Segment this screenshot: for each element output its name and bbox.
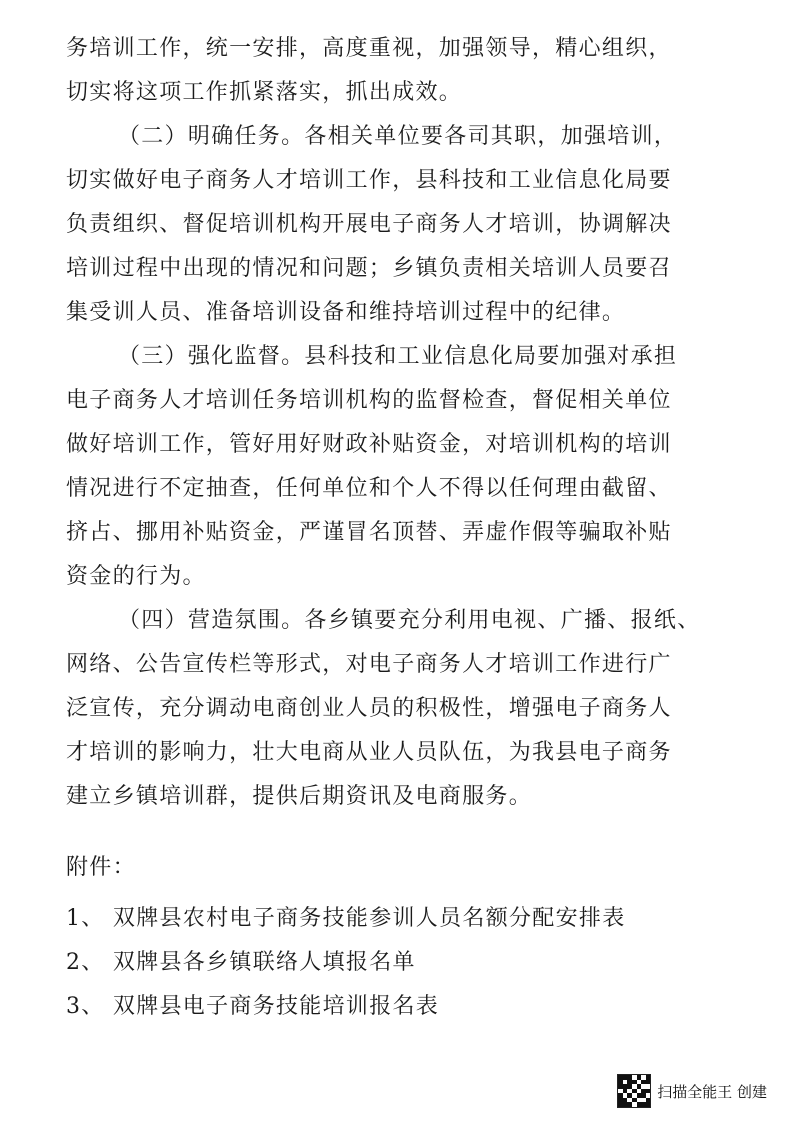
body-line: 情况进行不定抽查，任何单位和个人不得以任何理由截留、 xyxy=(66,476,672,501)
attachment-item: 2、 双牌县各乡镇联络人填报名单 xyxy=(66,950,416,975)
scanner-watermark xyxy=(617,1074,767,1108)
body-line: 网络、公告宣传栏等形式，对电子商务人才培训工作进行广 xyxy=(66,652,672,677)
qr-code-icon xyxy=(617,1074,651,1108)
section-heading-line: （四）营造氛围。各乡镇要充分利用电视、广播、报纸、 xyxy=(118,608,701,633)
body-line: 务培训工作，统一安排，高度重视，加强领导，精心组织， xyxy=(66,36,672,61)
body-line: 电子商务人才培训任务培训机构的监督检查，督促相关单位 xyxy=(66,388,672,413)
body-line: 挤占、挪用补贴资金，严谨冒名顶替、弄虚作假等骗取补贴 xyxy=(66,520,672,545)
section-heading-line: （二）明确任务。各相关单位要各司其职，加强培训， xyxy=(118,124,678,149)
body-line: 做好培训工作，管好用好财政补贴资金，对培训机构的培训 xyxy=(66,432,672,457)
body-line: 泛宣传，充分调动电商创业人员的积极性，增强电子商务人 xyxy=(66,696,672,721)
attachment-item: 1、 双牌县农村电子商务技能参训人员名额分配安排表 xyxy=(66,906,626,931)
scanner-brand-text: 扫描全能王 创建 xyxy=(657,1082,767,1101)
body-line: 切实将这项工作抓紧落实，抓出成效。 xyxy=(66,80,463,105)
body-line: 建立乡镇培训群，提供后期资讯及电商服务。 xyxy=(66,784,533,809)
attachment-item: 3、 双牌县电子商务技能培训报名表 xyxy=(66,994,440,1019)
body-line: 负责组织、督促培训机构开展电子商务人才培训，协调解决 xyxy=(66,212,672,237)
attachments-heading: 附件： xyxy=(66,855,136,880)
body-line: 资金的行为。 xyxy=(66,564,206,589)
body-line: 切实做好电子商务人才培训工作，县科技和工业信息化局要 xyxy=(66,168,672,193)
body-line: 才培训的影响力，壮大电商从业人员队伍，为我县电子商务 xyxy=(66,740,672,765)
body-line: 培训过程中出现的情况和问题；乡镇负责相关培训人员要召 xyxy=(66,256,672,281)
section-heading-line: （三）强化监督。县科技和工业信息化局要加强对承担 xyxy=(118,344,678,369)
body-line: 集受训人员、准备培训设备和维持培训过程中的纪律。 xyxy=(66,300,626,325)
